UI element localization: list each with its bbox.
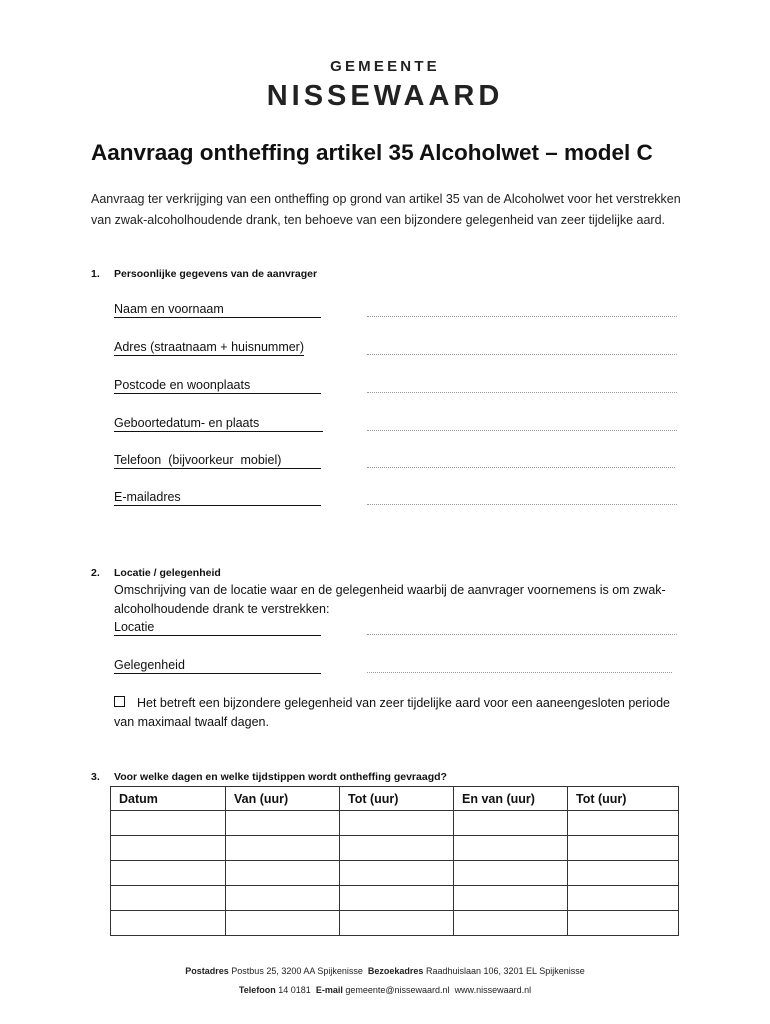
table-row [111, 811, 679, 836]
table-cell[interactable] [454, 811, 568, 836]
table-cell[interactable] [340, 811, 454, 836]
footer-postadres: Postbus 25, 3200 AA Spijkenisse [231, 966, 363, 976]
table-cell[interactable] [568, 911, 679, 936]
field-label-occasion: Gelegenheid [114, 658, 321, 674]
page-title: Aanvraag ontheffing artikel 35 Alcoholwet – model C [91, 140, 653, 165]
table-row [111, 886, 679, 911]
table-cell[interactable] [340, 886, 454, 911]
footer-email-label: E-mail [315, 985, 343, 995]
intro-text: Aanvraag ter verkrijging van een ontheffing op grond van artikel 35 van de Alcoholwet voor het verstrekken van zwak-alcoholhoudende drank, ten behoeve van een bijzondere gelegenheid van zeer tijdelijke aard. [91, 192, 681, 227]
table-row [111, 861, 679, 886]
field-input-name[interactable] [367, 316, 677, 317]
occasion-checkbox[interactable] [114, 696, 125, 707]
table-cell[interactable] [111, 836, 226, 861]
occasion-checkbox-row [114, 694, 674, 732]
table-cell[interactable] [454, 886, 568, 911]
column-header-to: Tot (uur) [340, 787, 454, 811]
occasion-checkbox-label: Het betreft een bijzondere gelegenheid van zeer tijdelijke aard voor een aaneengesloten periode van maximaal twaalf dagen. [114, 696, 671, 729]
footer-address-line [0, 966, 770, 976]
field-label-address: Adres (straatnaam + huisnummer) [114, 340, 305, 354]
section-1-number: 1. [91, 268, 100, 280]
field-row-location [114, 620, 321, 636]
field-row-name [114, 302, 321, 318]
table-cell[interactable] [568, 861, 679, 886]
column-header-date: Datum [111, 787, 226, 811]
column-header-from: Van (uur) [226, 787, 340, 811]
field-input-address[interactable] [367, 354, 677, 355]
times-table [110, 786, 679, 936]
table-cell[interactable] [340, 836, 454, 861]
table-header-row [111, 787, 679, 811]
table-cell[interactable] [568, 886, 679, 911]
field-row-email [114, 490, 321, 506]
table-cell[interactable] [454, 911, 568, 936]
column-header-and-from: En van (uur) [454, 787, 568, 811]
field-input-birth[interactable] [367, 430, 677, 431]
table-cell[interactable] [340, 911, 454, 936]
section-2-number: 2. [91, 567, 100, 579]
field-input-occasion[interactable] [367, 672, 672, 673]
field-input-location[interactable] [367, 634, 677, 635]
table-cell[interactable] [454, 861, 568, 886]
field-label-location: Locatie [114, 620, 321, 636]
section-1-title: Persoonlijke gegevens van de aanvrager [114, 268, 318, 280]
field-input-phone[interactable] [367, 467, 675, 468]
section-3-title: Voor welke dagen en welke tijdstippen wordt ontheffing gevraagd? [114, 771, 447, 783]
footer-website-link[interactable]: www.nissewaard.nl [454, 985, 532, 995]
table-cell[interactable] [568, 836, 679, 861]
table-row [111, 836, 679, 861]
table-cell[interactable] [226, 861, 340, 886]
table-cell[interactable] [111, 886, 226, 911]
field-row-birth [114, 416, 323, 432]
logo-subtitle: GEMEENTE [330, 58, 440, 75]
table-cell[interactable] [226, 911, 340, 936]
footer-email-link[interactable]: gemeente@nissewaard.nl [345, 985, 450, 995]
logo-wordmark: NISSEWAARD [266, 80, 504, 112]
footer-bezoekadres: Raadhuislaan 106, 3201 EL Spijkenisse [425, 966, 585, 976]
table-cell[interactable] [111, 911, 226, 936]
field-label-phone: Telefoon (bijvoorkeur mobiel) [114, 453, 321, 469]
field-row-postcode [114, 378, 321, 394]
table-cell[interactable] [226, 836, 340, 861]
field-row-occasion [114, 658, 321, 674]
section-2-title: Locatie / gelegenheid [114, 567, 221, 579]
footer-telefoon: 14 0181 [278, 985, 311, 995]
table-cell[interactable] [226, 886, 340, 911]
table-cell[interactable] [111, 861, 226, 886]
field-label-name: Naam en voornaam [114, 302, 321, 318]
field-row-phone [114, 453, 321, 469]
table-cell[interactable] [454, 836, 568, 861]
section-2-description: Omschrijving van de locatie waar en de gelegenheid waarbij de aanvrager voornemens is om zwak-alcoholhoudende drank te verstrekken: [114, 583, 666, 616]
field-input-postcode[interactable] [367, 392, 677, 393]
field-input-email[interactable] [367, 504, 677, 505]
footer-postadres-label: Postadres [185, 966, 229, 976]
footer-contact-line [0, 985, 770, 995]
field-label-postcode: Postcode en woonplaats [114, 378, 321, 394]
field-label-email: E-mailadres [114, 490, 321, 506]
table-cell[interactable] [340, 861, 454, 886]
table-cell[interactable] [111, 811, 226, 836]
field-row-address [114, 340, 304, 356]
section-3-number: 3. [91, 771, 100, 783]
footer-bezoekadres-label: Bezoekadres [367, 966, 424, 976]
footer-telefoon-label: Telefoon [238, 985, 276, 995]
field-label-birth: Geboortedatum- en plaats [114, 416, 323, 432]
table-cell[interactable] [226, 811, 340, 836]
column-header-to-2: Tot (uur) [568, 787, 679, 811]
table-row [111, 911, 679, 936]
table-cell[interactable] [568, 811, 679, 836]
